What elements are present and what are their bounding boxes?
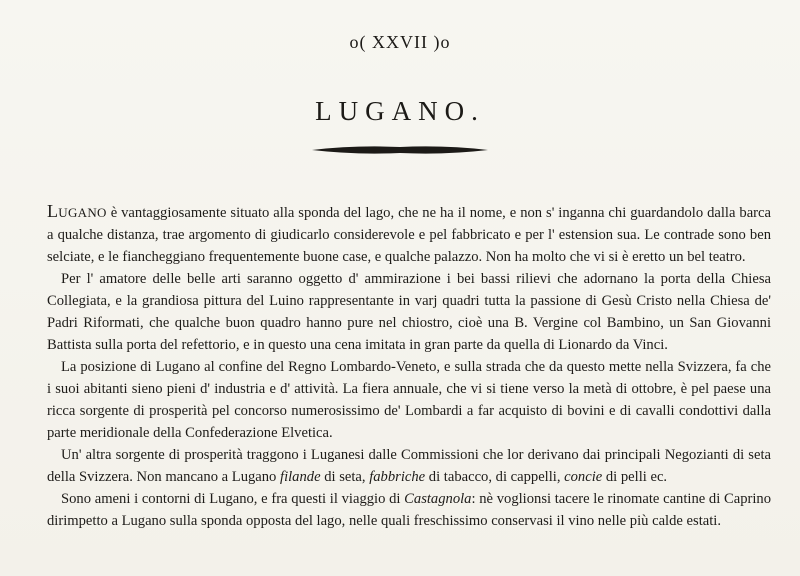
paragraph-3: La posizione di Lugano al confine del Regno Lombardo-Veneto, e sulla strada che da questo mette nella Svizzera, fa che i suoi abitanti sieno pieni d' industria e d' attività. La fiera annuale, che vi si tiene verso la metà di ottobre, è pel paese una ricca sorgente di prosperità pel concorso numerosissimo de' Lombardi a far acquisto di bovini e di cavalli condottivi dalla parte meridionale della Confederazione Elvetica. (47, 359, 771, 441)
lead-word: Lugano (47, 201, 107, 221)
italic-castagnola: Castagnola (404, 491, 472, 507)
title-ornament-rule (310, 140, 490, 160)
paragraph-4-text-d: di pelli ec. (602, 469, 668, 485)
paragraph-4 (47, 444, 771, 488)
paragraph-5 (47, 488, 771, 532)
paragraph-4-text-a: Un' altra sorgente di prosperità traggono i Luganesi dalle Commissioni che lor derivano dai principali Negozianti di seta della Svizzera. Non mancano a Lugano (47, 447, 771, 485)
body-text (47, 200, 771, 532)
paragraph-5-text-a: Sono ameni i contorni di Lugano, e fra questi il viaggio di (61, 491, 405, 507)
italic-fabbriche: fabbriche (369, 469, 426, 485)
page-number: o( XXVII )o (349, 32, 451, 52)
paragraph-1-text: è vantaggiosamente situato alla sponda del lago, che ne ha il nome, e non s' inganna chi guardandolo dalla barca a qualche distanza, trae argomento di giudicarlo considerevole e pel fabbricato e per l' estension sua. Le contrade sono ben selciate, e le fiancheggiano frequentemente buone case, e qualche palazzo. Non ha molto che vi si è eretto un bel teatro. (47, 205, 771, 265)
paragraph-1 (47, 200, 771, 268)
paragraph-5-text-b: : nè voglionsi tacere le rinomate cantine di Caprino dirimpetto a Lugano sulla sponda opposta del lago, nelle quali freschissimo conservasi il vino nelle più calde estati. (47, 491, 772, 529)
italic-filande: filande (280, 469, 321, 485)
italic-concie: concie (564, 469, 603, 485)
paragraph-4-text-c: di tabacco, di cappelli, (425, 469, 565, 485)
paragraph-2: Per l' amatore delle belle arti saranno oggetto d' ammirazione i bei bassi rilievi che adornano la porta della Chiesa Collegiata, e la grandiosa pittura del Luino rappresentante in varj quadri tutta la passione di Gesù Cristo nella Chiesa de' Padri Riformati, che qualche buon quadro hanno pure nel chiostro, cioè una B. Vergine col Bambino, un San Giovanni Battista sulla porta del refettorio, e in questo una cena imitata in gran parte da quella di Lionardo da Vinci. (47, 271, 771, 353)
paragraph-4-text-b: di seta, (320, 469, 370, 485)
page-title: LUGANO. (315, 96, 485, 126)
